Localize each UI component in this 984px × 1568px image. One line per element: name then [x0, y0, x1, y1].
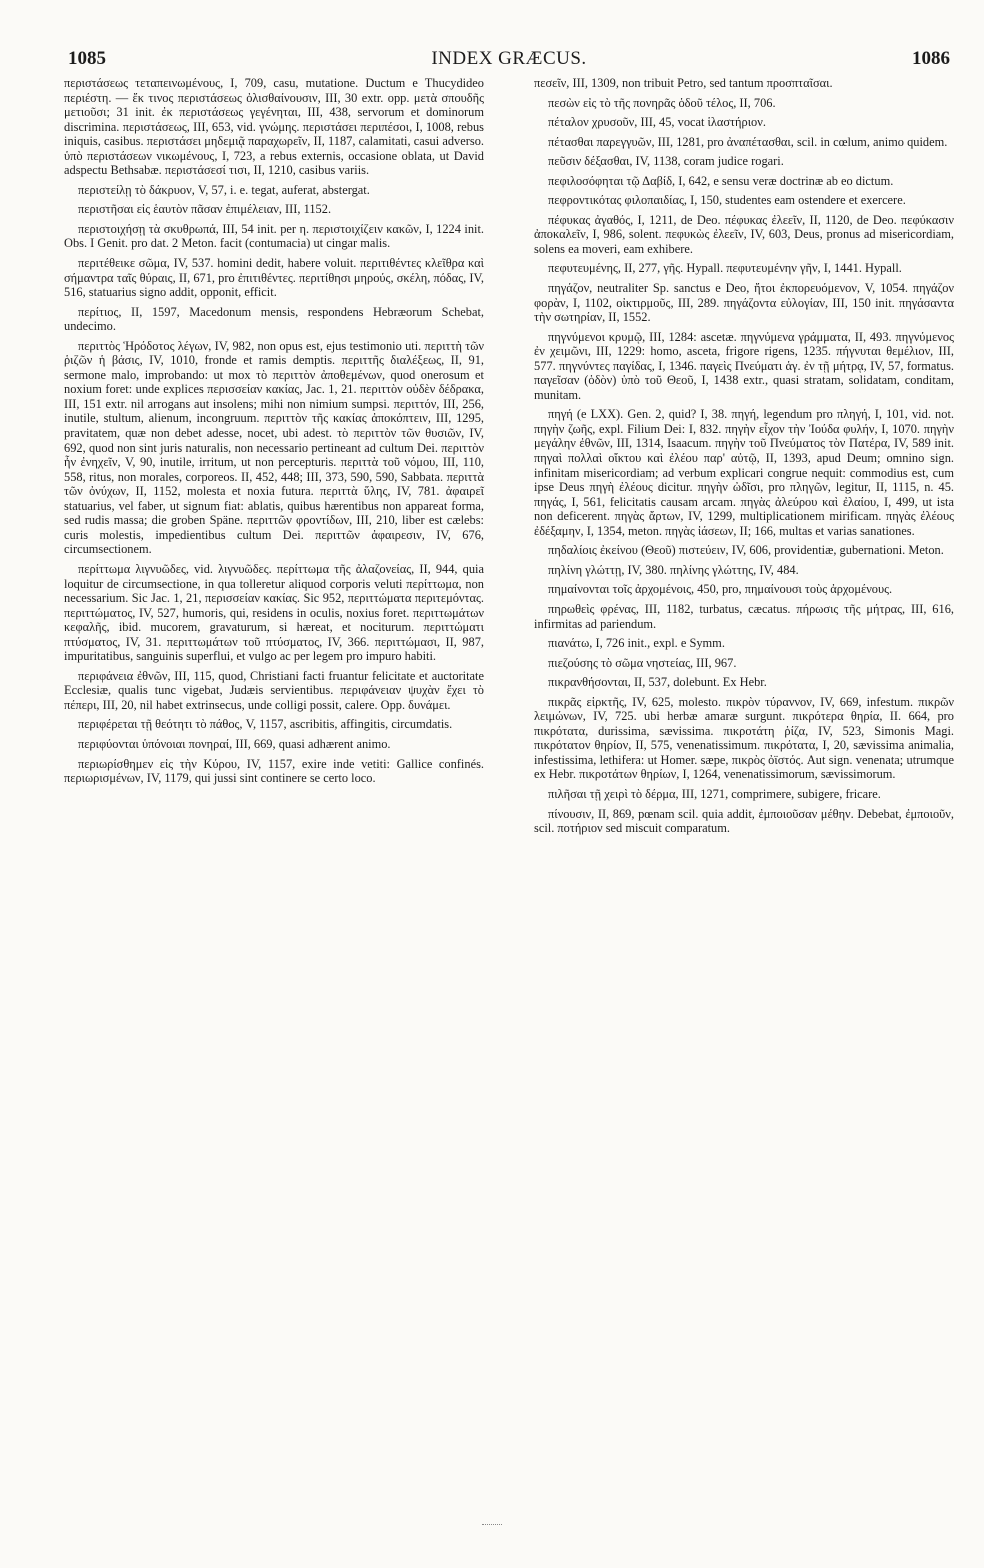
index-entry: περίττωμα λιγνυῶδες, vid. λιγνυῶδες. περίττωμα τῆς ἀλαζονείας, II, 944, quia loquitur de circumsectione, in qua tolleretur aliquod corporis veluti περίττωμα, non necessarium. Sic Jac. 1, 21, περισσείαν κακίας. Sic 952, περιττώματα περιτεμόντας. περιττώματος, IV, 527, humoris, qui, residens in oculis, noxius foret. περιττωμάτων κεφαλῆς, ibid. mucorem, gravaturum, si hæreat, et nociturum. περιττώματι πτύσματος, IV, 31. περιττωμάτων τοῦ πτύσματος, IV, 366. περιττώμασι, II, 987, impuritatibus, sanguinis superflui, et vulgo ac per legem pro impuro habiti.: [64, 561, 484, 664]
index-entry: περιστῆσαι εἰς ἑαυτὸν πᾶσαν ἐπιμέλειαν, III, 1152.: [78, 202, 332, 217]
footer-ornament: [482, 1524, 502, 1528]
index-entry: πεῦσιν δέξασθαι, IV, 1138, coram judice rogari.: [548, 154, 784, 169]
left-column: [64, 76, 484, 786]
index-entry: πηγή (e LXX). Gen. 2, quid? I, 38. πηγή, legendum pro πληγή, I, 101, vid. not. πηγὴν ζωῆς, expl. Filium Dei: I, 832. πηγὴν εἶχον τὴν Ἰούδα φυλήν, I, 1070. πηγὴν μεγάλην ἐθνῶν, III, 1314, Isaacum. πηγὴν τοῦ Πνεύματος τὸν Πατέρα, IV, 589 init. πηγαὶ πολλαὶ οἴκτου καὶ ἐλέου παρ' αὐτῷ, II, 1393, apud Deum; omnino sign. infinitam misericordiam; ad verbum explicari congrue nequit: commodius est, cum ipse Deus πηγὴ ἐλέους dicitur. πηγὴν ὠδῖσι, pro πληγῶν, legitur, II, 1115, n. 45. πηγάς, I, 561, felicitatis causam arcam. πηγὰς ἀλεύρου καὶ ἐλαίου, I, 499, ut ista non deficerent. πηγὰς ἄρτων, IV, 1299, multiplicationem mirificam. πηγὰς ἐλέους ἐδέξαμην, I, 1354, meton. πηγὰς ἰάσεων, II; 166, multas et varias sanationes.: [534, 407, 954, 538]
index-entry: πεφιλοσόφηται τῷ Δαβίδ, I, 642, e sensu veræ doctrinæ ab eo dictum.: [548, 173, 894, 188]
right-column: [534, 76, 954, 836]
index-entry: πιανάτω, I, 726 init., expl. e Symm.: [548, 636, 725, 651]
index-entry: πέτασθαι παρεγγυῶν, III, 1281, pro ἀναπέτασθαι, scil. in cœlum, animo quidem.: [548, 134, 948, 149]
index-entry: περιφέρεται τῇ θεότητι τὸ πάθος, V, 1157, ascribitis, affingitis, circumdatis.: [78, 717, 453, 732]
index-entry: περιτέθεικε σῶμα, IV, 537. homini dedit, habere voluit. περιτιθέντες κλεῖθρα καὶ σήμαντρα ταῖς θύραις, II, 671, pro ἐπιτιθέντες. περιτίθησι μηρούς, σκέλη, πόδας, IV, 516, statuarius signo addit, opponit, efficit.: [64, 256, 484, 300]
index-entry: περιστοιχήσῃ τὰ σκυθρωπά, III, 54 init. per η. περιστοιχίζειν κακῶν, I, 1224 init. Obs. I Genit. pro dat. 2 Meton. facit (contumacia) ut cingar malis.: [64, 221, 484, 251]
index-entry: πεφροντικότας φιλοπαιδίας, I, 150, studentes eam ostendere et exercere.: [548, 193, 906, 208]
index-entry: πίνουσιν, II, 869, pœnam scil. quia addit, ἐμποιοῦσαν μέθην. Debebat, ἐμποιοῦν, scil. ποτήριον sed miscuit comparatum.: [534, 806, 954, 836]
index-entry: περιστάσεως τεταπεινωμένους, I, 709, casu, mutatione. Ductum e Thucydideo περιέστη. — ἔκ τινος περιστάσεως ὀλισθαίνουσιν, III, 30 extr. opp. μετὰ σπουδῆς μετιοῦσι; 31 init. ἐκ περιστάσεως γεγένηται, III, 438, servorum et dominorum discrimina. περιστάσεως, III, 653, vid. γνώμης. περιστάσει περιπέσοι, I, 1008, rebus iniquis, casibus. περιστάσει μηδεμιᾷ παραχωρεῖν, II, 1187, calamitati, casui adverso. ὑπὸ περιστάσεων νικωμένους, I, 723, a rebus externis, occasione oblata, ut David adspectu Bethsabæ. περιστάσεσί τισι, II, 1210, casibus variis.: [64, 76, 484, 178]
index-entry: πιεζούσης τὸ σῶμα νηστείας, III, 967.: [548, 655, 737, 670]
index-entry: περιφύονται ὑπόνοιαι πονηραί, III, 669, quasi adhærent animo.: [78, 736, 391, 751]
index-entry: περιφάνεια ἐθνῶν, III, 115, quod, Christiani facti fruantur felicitate et auctoritate Ecclesiæ, qualis tunc vigebat, Judæis servientibus. περιφάνειαν ψυχὰν ἔχει τὸ πέπερι, III, 20, nil habet extrinsecus, unde colligi possit, calere. Opp. δυνάμει.: [64, 668, 484, 712]
index-entry: περιστείλῃ τὸ δάκρυον, V, 57, i. e. tegat, auferat, abstergat.: [78, 182, 370, 197]
index-entry: πηγάζον, neutraliter Sp. sanctus e Deo, ἤτοι ἐκπορευόμενον, V, 1054. πηγάζον φορὰν, I, 1102, οἰκτιρμοῦς, III, 289. πηγάζοντα εὐλογίαν, III, 150 init. πηγάσαντα τὴν σωτηρίαν, II, 1552.: [534, 281, 954, 325]
index-entry: περιωρίσθημεν εἰς τὴν Κύρου, IV, 1157, exire inde vetiti: Gallice confinés. περιωρισμένων, IV, 1179, qui jussi sint continere se certo loco.: [64, 756, 484, 786]
page-number-left: 1085: [68, 48, 106, 69]
index-entry: πικρᾶς εἱρκτῆς, IV, 625, molesto. πικρὸν τύραννον, IV, 669, infestum. πικρῶν λειμώνων, IV, 725. ubi herbæ amaræ surgunt. πικρότερα θηρία, II. 664, pro πικρότατα, durissima, sævissima. πικροτάτη ῥίζα, IV, 523, Simonis Magi. πικρότατον θηρίον, II, 575, venenatissimum. πικρότατα, I, 20, sævissima animalia, infestissima, lethifera: ut Homer. sæpe, πικρὸς ὀϊστός. Aut sign. venenata; utrumque ex Hebr. πικροτάτων θηρίων, I, 1264, venenatissimorum, sævissimorum.: [534, 694, 954, 782]
index-entry: πέταλον χρυσοῦν, III, 45, vocat ἱλαστήριον.: [548, 115, 766, 130]
index-entry: πεσὼν εἰς τὸ τῆς πονηρᾶς ὁδοῦ τέλος, II, 706.: [548, 95, 776, 110]
index-entry: περίτιος, II, 1597, Macedonum mensis, respondens Hebræorum Schebat, undecimo.: [64, 304, 484, 334]
index-entry: περιττὸς Ἡρόδοτος λέγων, IV, 982, non opus est, ejus testimonio uti. περιττὴ τῶν ῥιζῶν ἡ βάσις, IV, 1010, fronde et ramis demptis. περιττῆς διαλέξεως, II, 91, sermone malo, improbando: ut mox τὸ περιττὸν ἀποθεμένων, quod onerosum et noxium foret: unde explices περισσείαν κακίας, Jac. 1, 21. περιττὸν οὐδὲν δέδρακα, III, 151 extr. nil arrogans aut insolens; mihi non nimium sumpsi. περιττόν, III, 256, inutile, stultum, alienum, incongruum. περιττὸν τῆς κακίας ἀποκόπτειν, III, 1295, pravitatem, quæ non debet adesse, nocet, ubi adest. τὸ περιττὸν τῶν θυσιῶν, IV, 692, quod non sint juris naturalis, non necessario pertineant ad cultum Dei. περιττὸν ἦν ἐνηχεῖν, V, 90, inutile, irritum, ut non percepturis. περιττὰ τοῦ νόμου, III, 110, 558, ritus, non morales, corporeos. II, 452, 448; III, 373, 590, 590, Sabbata. περιττὰ τῶν ὀνύχων, II, 1152, molesta et noxia futura. περιττὰ ὕλης, IV, 781. ἀφαιρεῖ statuarius, vel faber, ut signum fiat: ablatis, quibus hærentibus non appareat forma, sed rudis massa; die groben Späne. περιττῶν φροντίδων, III, 210, liber est cælebs: curis molestis, impedientibus cultum Dei. περιττῶν ἀφαιρεσιν, IV, 676, circumsectionem.: [64, 338, 484, 557]
index-entry: πηρωθεὶς φρένας, III, 1182, turbatus, cæcatus. πήρωσις τῆς μήτρας, III, 616, infirmitas ad pariendum.: [534, 601, 954, 631]
index-entry: πιλῆσαι τῇ χειρὶ τὸ δέρμα, III, 1271, comprimere, subigere, fricare.: [548, 786, 881, 801]
running-title: INDEX GRÆCUS.: [431, 48, 587, 69]
index-entry: πημαίνονται τοῖς ἀρχομένοις, 450, pro, πημαίνουσι τοὺς ἀρχομένους.: [548, 582, 893, 597]
index-entry: πεσεῖν, III, 1309, non tribuit Petro, sed tantum προσπταῖσαι.: [534, 76, 833, 90]
index-entry: πηλίνη γλώττῃ, IV, 380. πηλίνης γλώττης, IV, 484.: [548, 562, 799, 577]
page-header: [68, 48, 950, 74]
index-entry: πηγνύμενοι κρυμῷ, III, 1284: ascetæ. πηγνύμενα γράμματα, II, 493. πηγνύμενος ἐν χειμῶνι, III, 1229: homo, asceta, frigore rigens, 1235. πήγνυται θεμέλιον, III, 577. πηγνύντες παγίδας, I, 1346. παγεὶς Πνεύματι ἁγ. ἐν τῇ μήτρᾳ, IV, 57, formatus. παγεῖσαν (ὁδὸν) ὑπὸ τοῦ Θεοῦ, I, 1438 extr., quasi stratam, solidatam, conditam, munitam.: [534, 329, 954, 402]
index-entry: πέφυκας ἀγαθός, I, 1211, de Deo. πέφυκας ἐλεεῖν, II, 1120, de Deo. πεφύκασιν ἀποκαλεῖν, I, 986, solent. πεφυκὼς ἐλεεῖν, IV, 603, Deus, pronus ad misericordiam, solens ea moveri, eam exhibere.: [534, 212, 954, 256]
index-entry: πεφυτευμένης, II, 277, γῆς. Hypall. πεφυτευμένην γῆν, I, 1441. Hypall.: [548, 261, 902, 276]
index-entry: πηδαλίοις ἐκείνου (Θεοῦ) πιστεύειν, IV, 606, providentiæ, gubernationi. Meton.: [548, 543, 944, 558]
index-entry: πικρανθήσονται, II, 537, dolebunt. Ex Hebr.: [548, 675, 767, 690]
page-number-right: 1086: [912, 48, 950, 69]
